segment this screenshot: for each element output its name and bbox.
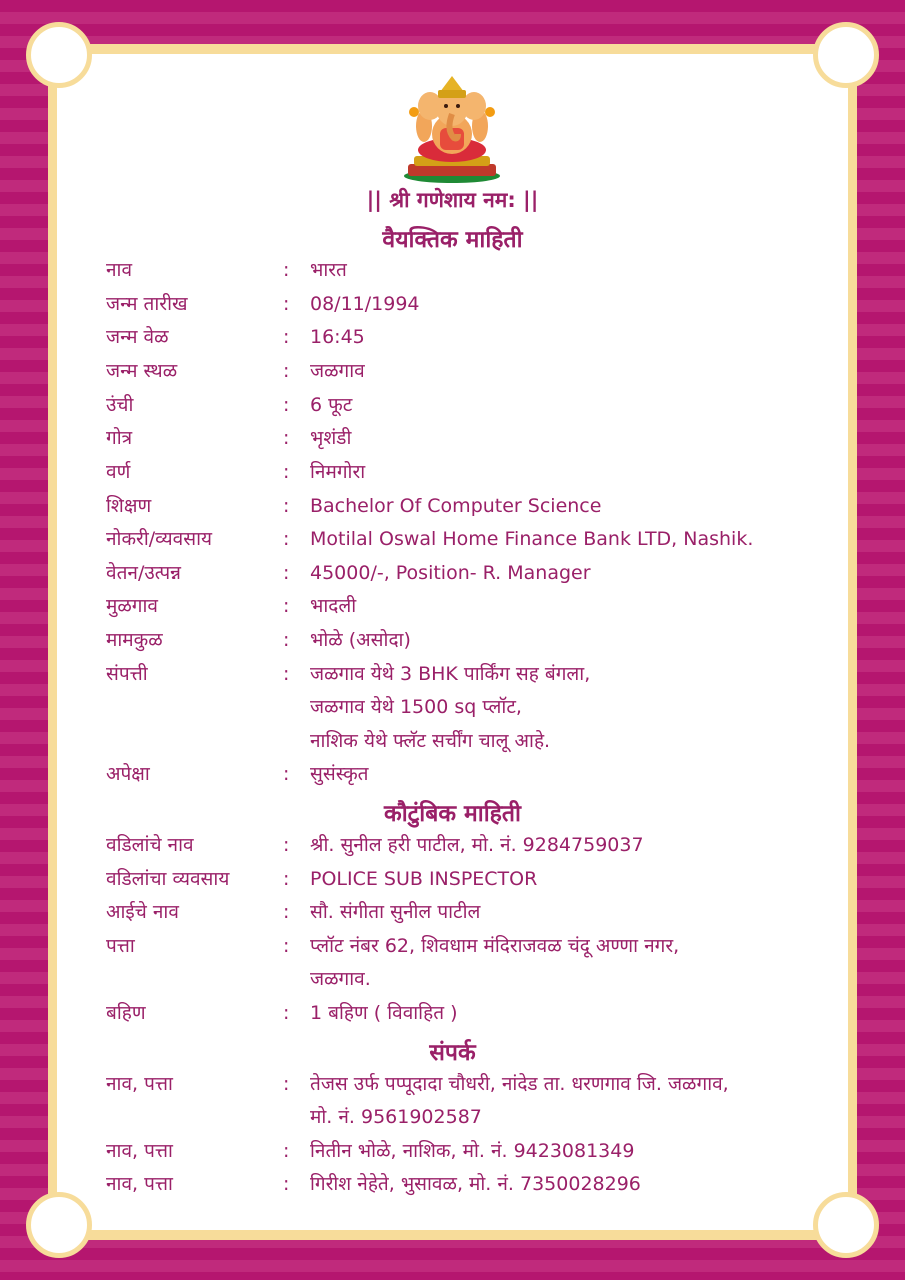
row-value: मो. नं. 9561902587 [310, 1106, 482, 1128]
row-colon: : [283, 935, 290, 957]
row-colon: : [283, 663, 290, 685]
row-value: सौ. संगीता सुनील पाटील [310, 901, 481, 923]
row-colon: : [283, 259, 290, 281]
row-label: वेतन/उत्पन्न [106, 562, 181, 584]
row-value: गिरीश नेहेते, भुसावळ, मो. नं. 7350028296 [310, 1173, 641, 1195]
row-value: तेजस उर्फ पप्पूदादा चौधरी, नांदेड ता. धरणगाव जि. जळगाव, [310, 1073, 729, 1095]
row-value: Bachelor Of Computer Science [310, 495, 602, 517]
row-value: 45000/-, Position- R. Manager [310, 562, 591, 584]
row-value: सुसंस्कृत [310, 763, 369, 785]
row-label: वर्ण [106, 461, 131, 483]
row-label: वडिलांचे नाव [106, 834, 194, 856]
row-colon: : [283, 595, 290, 617]
ganesha-icon [400, 76, 504, 184]
row-value: Motilal Oswal Home Finance Bank LTD, Nashik. [310, 528, 754, 550]
invocation-text: || श्री गणेशाय नम: || [366, 188, 539, 212]
row-colon: : [283, 360, 290, 382]
row-colon: : [283, 326, 290, 348]
row-colon: : [283, 763, 290, 785]
row-label: वडिलांचा व्यवसाय [106, 868, 230, 890]
row-value: निमगोरा [310, 461, 366, 483]
row-label: गोत्र [106, 427, 133, 449]
row-value: भोळे (असोदा) [310, 629, 411, 651]
row-value: जळगाव येथे 3 BHK पार्किंग सह बंगला, [310, 663, 591, 685]
row-colon: : [283, 629, 290, 651]
row-colon: : [283, 1173, 290, 1195]
section-title-contact: संपर्क [429, 1040, 476, 1066]
row-value: POLICE SUB INSPECTOR [310, 868, 538, 890]
row-label: नाव, पत्ता [106, 1073, 173, 1095]
row-colon: : [283, 394, 290, 416]
row-label: जन्म वेळ [106, 326, 169, 348]
row-label: उंची [106, 394, 134, 416]
row-colon: : [283, 1002, 290, 1024]
row-colon: : [283, 495, 290, 517]
row-label: नाव, पत्ता [106, 1173, 173, 1195]
row-value: प्लॉट नंबर 62, शिवधाम मंदिराजवळ चंदू अण्णा नगर, [310, 935, 680, 957]
row-label: नाव [106, 259, 133, 281]
row-label: मुळगाव [106, 595, 158, 617]
row-value: भृशंडी [310, 427, 352, 449]
row-label: पत्ता [106, 935, 135, 957]
row-label: नाव, पत्ता [106, 1140, 173, 1162]
row-value: जळगाव येथे 1500 sq प्लॉट, [310, 696, 522, 718]
row-value: 08/11/1994 [310, 293, 420, 315]
row-value: श्री. सुनील हरी पाटील, मो. नं. 9284759037 [310, 834, 644, 856]
row-colon: : [283, 901, 290, 923]
row-label: अपेक्षा [106, 763, 150, 785]
section-title-family: कौटुंबिक माहिती [384, 801, 521, 827]
row-label: आईचे नाव [106, 901, 179, 923]
row-label: मामकुळ [106, 629, 163, 651]
row-value: 16:45 [310, 326, 365, 348]
row-value: जळगाव. [310, 968, 371, 990]
row-colon: : [283, 1073, 290, 1095]
row-value: 1 बहिण ( विवाहित ) [310, 1002, 458, 1024]
row-label: शिक्षण [106, 495, 152, 517]
row-colon: : [283, 461, 290, 483]
row-label: जन्म स्थळ [106, 360, 178, 382]
row-value: जळगाव [310, 360, 365, 382]
row-colon: : [283, 1140, 290, 1162]
row-value: नितीन भोळे, नाशिक, मो. नं. 9423081349 [310, 1140, 635, 1162]
row-colon: : [283, 834, 290, 856]
row-colon: : [283, 868, 290, 890]
row-value: 6 फूट [310, 394, 353, 416]
row-label: जन्म तारीख [106, 293, 188, 315]
row-label: नोकरी/व्यवसाय [106, 528, 213, 550]
row-colon: : [283, 528, 290, 550]
row-label: बहिण [106, 1002, 146, 1024]
row-label: संपत्ती [106, 663, 148, 685]
row-colon: : [283, 562, 290, 584]
row-colon: : [283, 293, 290, 315]
row-value: भादली [310, 595, 357, 617]
row-value: भारत [310, 259, 347, 281]
row-colon: : [283, 427, 290, 449]
section-title-personal: वैयक्तिक माहिती [382, 227, 523, 253]
row-value: नाशिक येथे फ्लॅट सर्चींग चालू आहे. [310, 730, 551, 752]
